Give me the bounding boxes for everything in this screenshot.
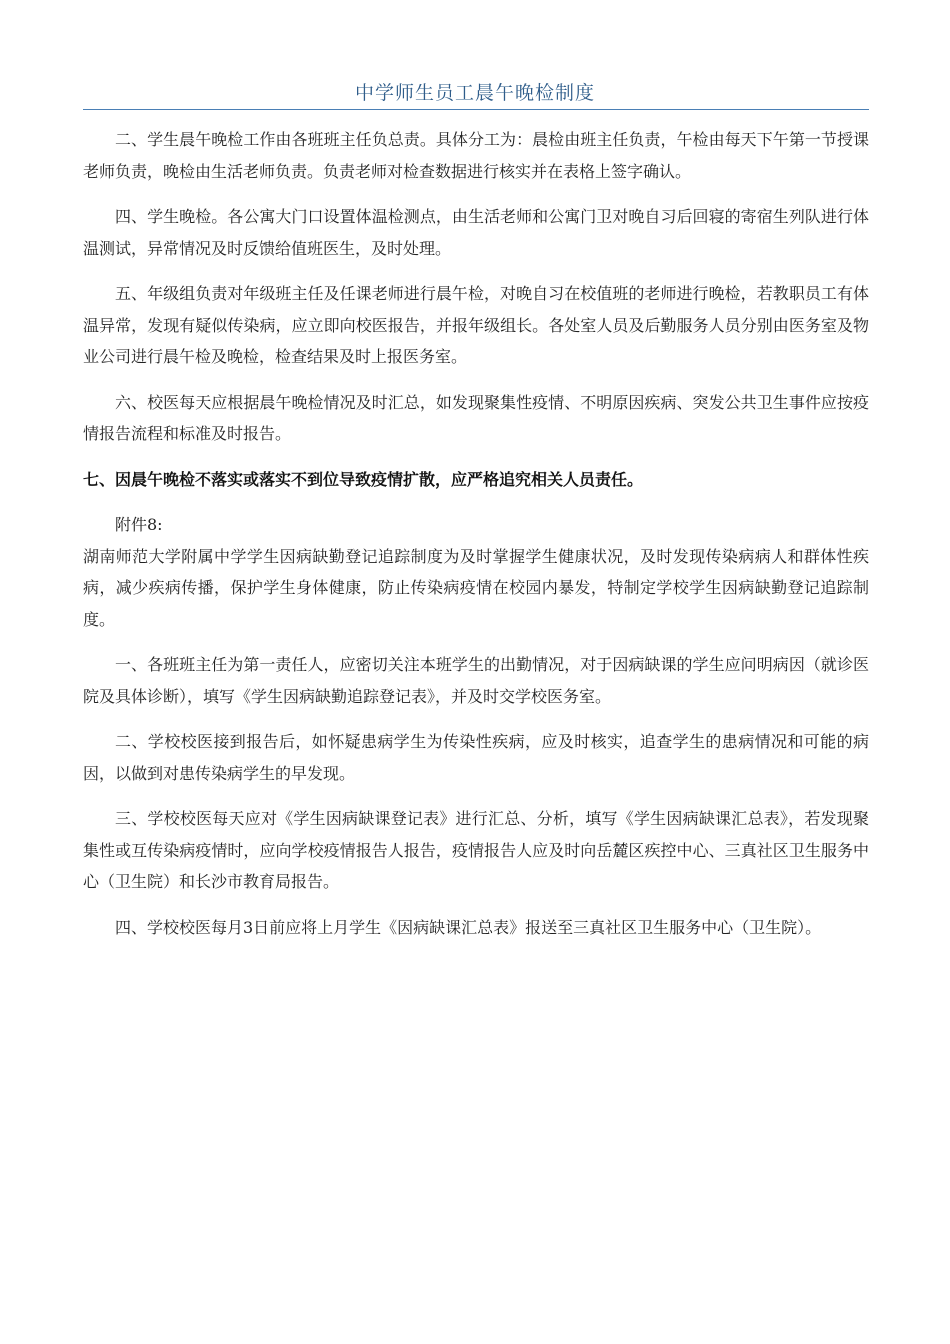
paragraph-section-6: 六、校医每天应根据晨午晚检情况及时汇总，如发现聚集性疫情、不明原因疾病、突发公共卫生事件应按疫情报告流程和标准及时报告。 [83,392,869,443]
attachment-label: 附件8: [115,515,163,534]
document-body [83,124,869,957]
paragraph-section-2: 二、学生晨午晚检工作由各班班主任负总责。具体分工为：晨检由班主任负责，午检由每天下午第一节授课老师负责，晚检由生活老师负责。负责老师对检查数据进行核实并在表格上签字确认。 [83,130,869,181]
paragraph-section-7-bold: 七、因晨午晚检不落实或落实不到位导致疫情扩散，应严格追究相关人员责任。 [83,469,644,489]
attachment-item-4: 四、学校校医每月3日前应将上月学生《因病缺课汇总表》报送至三真社区卫生服务中心（卫生院）。 [115,917,822,937]
header-divider [83,109,869,110]
paragraph-section-5: 五、年级组负责对年级班主任及任课老师进行晨午检，对晚自习在校值班的老师进行晚检，若教职员工有体温异常，发现有疑似传染病，应立即向校医报告，并报年级组长。各处室人员及后勤服务人员分别由医务室及物业公司进行晨午检及晚检，检查结果及时上报医务室。 [83,284,869,366]
paragraph-section-4: 四、学生晚检。各公寓大门口设置体温检测点，由生活老师和公寓门卫对晚自习后回寝的寄宿生列队进行体温测试，异常情况及时反馈给值班医生，及时处理。 [83,207,869,258]
page-title: 中学师生员工晨午晚检制度 [354,82,595,104]
attachment-item-3: 三、学校校医每天应对《学生因病缺课登记表》进行汇总、分析，填写《学生因病缺课汇总表》，若发现聚集性或互传染病疫情时，应向学校疫情报告人报告，疫情报告人应及时向岳麓区疾控中心、三真社区卫生服务中心（卫生院）和长沙市教育局报告。 [83,809,869,891]
attachment-item-1: 一、各班班主任为第一责任人，应密切关注本班学生的出勤情况，对于因病缺课的学生应问明病因（就诊医院及具体诊断），填写《学生因病缺勤追踪登记表》，并及时交学校医务室。 [83,655,869,706]
attachment-item-2: 二、学校校医接到报告后，如怀疑患病学生为传染性疾病，应及时核实，追查学生的患病情况和可能的病因，以做到对患传染病学生的早发现。 [83,732,869,783]
attachment-intro: 湖南师范大学附属中学学生因病缺勤登记追踪制度为及时掌握学生健康状况，及时发现传染病病人和群体性疾病，减少疾病传播，保护学生身体健康，防止传染病疫情在校园内暴发，特制定学校学生因病缺勤登记追踪制度。 [83,546,869,629]
